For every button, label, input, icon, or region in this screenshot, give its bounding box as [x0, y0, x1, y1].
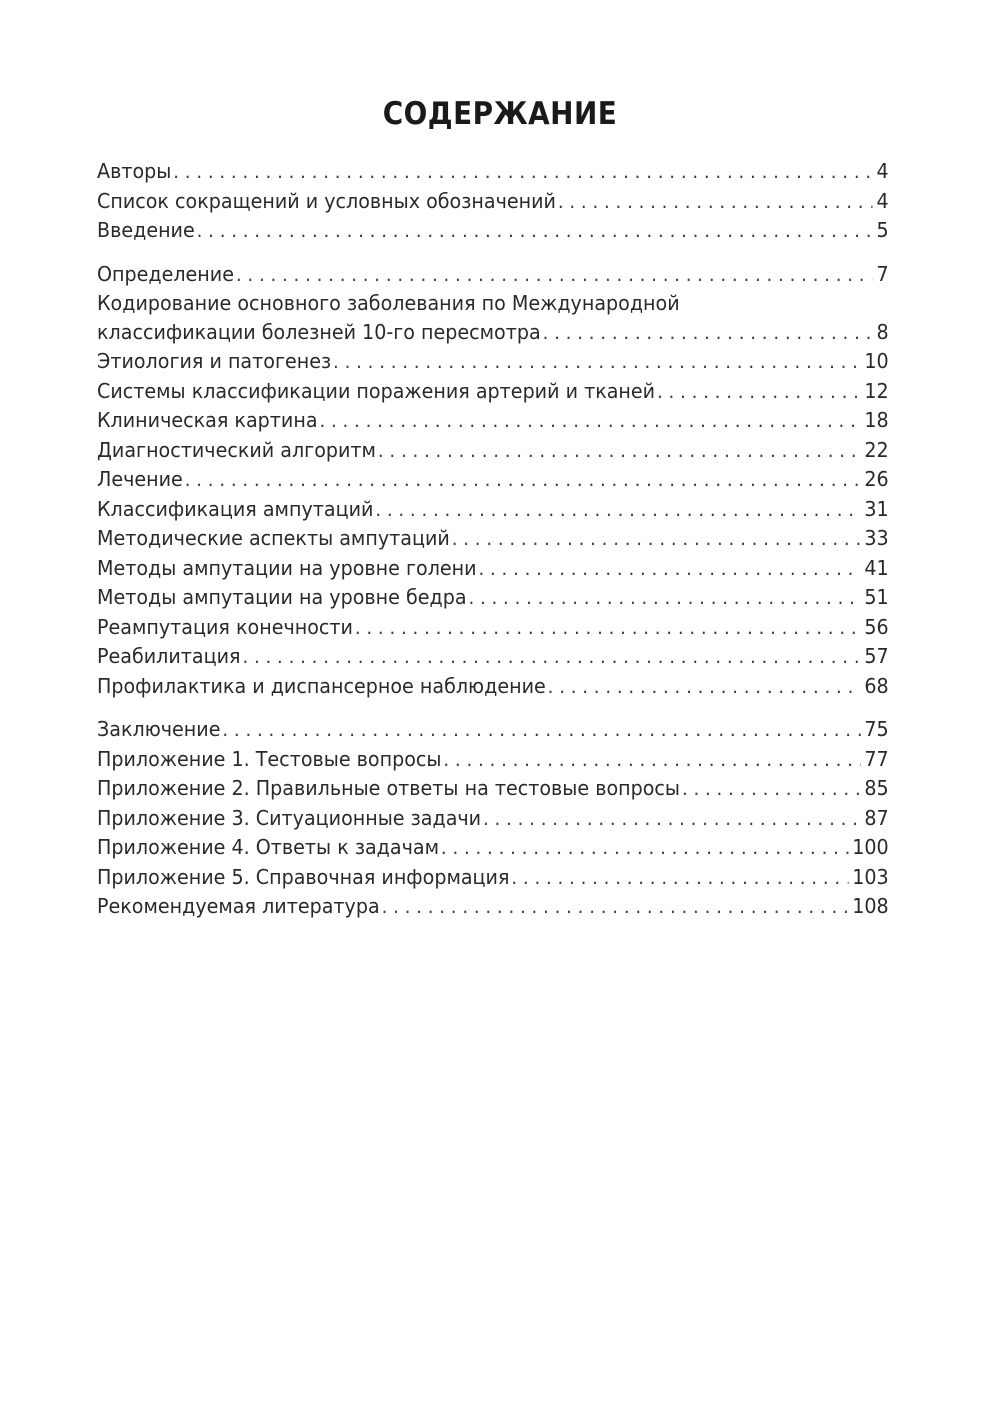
toc-entry[interactable] [97, 774, 889, 804]
toc-entry-page-number: 31 [861, 495, 889, 524]
toc-entry-label: Диагностический алгоритм [97, 436, 378, 465]
dot-leader [548, 673, 861, 702]
toc-entry-label: Заключение [97, 715, 222, 744]
toc-entry[interactable] [97, 892, 889, 922]
toc-entry-row [97, 892, 889, 922]
toc-entry[interactable] [97, 672, 889, 702]
toc-entry[interactable] [97, 863, 889, 893]
toc-entry-page-number: 4 [873, 157, 889, 186]
toc-entry-label: Определение [97, 260, 236, 289]
toc-entry[interactable] [97, 524, 889, 554]
toc-group [97, 715, 889, 922]
toc-group [97, 157, 889, 246]
toc-entry[interactable] [97, 715, 889, 745]
toc-entry-row [97, 216, 889, 246]
toc-entry-page-number: 7 [873, 260, 889, 289]
toc-entry-row [97, 745, 889, 775]
toc-entry-page-number: 22 [861, 436, 889, 465]
toc-entry-page-number: 57 [861, 642, 889, 671]
toc-entry[interactable] [97, 436, 889, 466]
toc-entry-row [97, 642, 889, 672]
dot-leader [543, 319, 873, 348]
dot-leader [375, 496, 860, 525]
toc-entry[interactable] [97, 583, 889, 613]
dot-leader [682, 775, 861, 804]
toc-entry-label: Приложение 3. Ситуационные задачи [97, 804, 483, 833]
toc-entry-page-number: 26 [861, 465, 889, 494]
dot-leader [441, 834, 849, 863]
toc-entry-label: Приложение 1. Тестовые вопросы [97, 745, 443, 774]
toc-entry-row [97, 465, 889, 495]
toc-group [97, 260, 889, 702]
toc-entry-label: Рекомендуемая литература [97, 892, 382, 921]
toc-entry[interactable] [97, 613, 889, 643]
toc-entry-label: Профилактика и диспансерное наблюдение [97, 672, 548, 701]
toc-entry-row [97, 583, 889, 613]
toc-entry-page-number: 77 [861, 745, 889, 774]
dot-leader [185, 466, 861, 495]
toc-entry-page-number: 68 [861, 672, 889, 701]
toc-entry-page-number: 75 [861, 715, 889, 744]
dot-leader [657, 378, 861, 407]
dot-leader [382, 893, 849, 922]
toc-entry[interactable] [97, 406, 889, 436]
toc-entry-row [97, 804, 889, 834]
toc-entry-page-number: 51 [861, 583, 889, 612]
toc-entry-page-number: 87 [861, 804, 889, 833]
toc-entry-row [97, 833, 889, 863]
dot-leader [483, 805, 861, 834]
toc-entry-label-first-line: Кодирование основного заболевания по Международной [97, 291, 680, 315]
dot-leader [452, 525, 861, 554]
toc-entry-row [97, 715, 889, 745]
toc-entry-row [97, 672, 889, 702]
dot-leader [511, 864, 848, 893]
toc-entry-page-number: 41 [861, 554, 889, 583]
toc-entry[interactable] [97, 289, 889, 347]
toc-entry-row [97, 495, 889, 525]
toc-entry-page-number: 5 [873, 216, 889, 245]
toc-entry-row [97, 157, 889, 187]
toc-entry-label: Реабилитация [97, 642, 242, 671]
toc-entry[interactable] [97, 554, 889, 584]
toc-entry-page-number: 108 [848, 892, 888, 921]
toc-entry-row [97, 260, 889, 290]
table-of-contents [97, 157, 889, 922]
toc-entry-row [97, 406, 889, 436]
toc-entry[interactable] [97, 804, 889, 834]
toc-entry-row [97, 613, 889, 643]
toc-entry[interactable] [97, 347, 889, 377]
toc-entry[interactable] [97, 833, 889, 863]
toc-entry-page-number: 4 [873, 187, 889, 216]
toc-entry[interactable] [97, 216, 889, 246]
toc-entry[interactable] [97, 495, 889, 525]
toc-entry-label: Клиническая картина [97, 406, 319, 435]
toc-entry[interactable] [97, 377, 889, 407]
toc-entry[interactable] [97, 465, 889, 495]
toc-entry-label: классификации болезней 10-го пересмотра [97, 318, 543, 347]
toc-entry-label: Приложение 2. Правильные ответы на тестовые вопросы [97, 774, 682, 803]
toc-entry-label: Методические аспекты ампутаций [97, 524, 452, 553]
toc-entry-label: Лечение [97, 465, 185, 494]
dot-leader [222, 716, 860, 745]
dot-leader [197, 217, 873, 246]
dot-leader [236, 261, 873, 290]
toc-entry-page-number: 100 [848, 833, 888, 862]
dot-leader [319, 407, 860, 436]
toc-entry-label: Введение [97, 216, 197, 245]
toc-entry-row [97, 377, 889, 407]
toc-entry-page-number: 10 [861, 347, 889, 376]
toc-entry-page-number: 103 [848, 863, 888, 892]
dot-leader [443, 746, 860, 775]
toc-entry-label: Приложение 5. Справочная информация [97, 863, 511, 892]
toc-entry[interactable] [97, 260, 889, 290]
toc-entry-page-number: 8 [873, 318, 889, 347]
dot-leader [468, 584, 860, 613]
toc-entry[interactable] [97, 187, 889, 217]
toc-entry-label: Методы ампутации на уровне бедра [97, 583, 468, 612]
dot-leader [478, 555, 860, 584]
toc-entry-label: Реампутация конечности [97, 613, 355, 642]
toc-entry-label: Список сокращений и условных обозначений [97, 187, 558, 216]
dot-leader [333, 348, 861, 377]
dot-leader [242, 643, 860, 672]
toc-entry-row [97, 187, 889, 217]
toc-entry-row [97, 863, 889, 893]
dot-leader [355, 614, 861, 643]
dot-leader [558, 188, 873, 217]
page-title: СОДЕРЖАНИЕ [382, 96, 618, 132]
toc-entry-row [97, 774, 889, 804]
toc-entry-label: Приложение 4. Ответы к задачам [97, 833, 441, 862]
toc-entry-label: Авторы [97, 157, 173, 186]
toc-entry-row [97, 318, 889, 348]
toc-entry-row [97, 524, 889, 554]
toc-entry-page-number: 18 [861, 406, 889, 435]
toc-entry[interactable] [97, 157, 889, 187]
toc-entry-label: Системы классификации поражения артерий и тканей [97, 377, 657, 406]
toc-entry-page-number: 56 [861, 613, 889, 642]
toc-entry-page-number: 85 [861, 774, 889, 803]
toc-entry-row [97, 436, 889, 466]
dot-leader [173, 158, 872, 187]
toc-entry-page-number: 33 [861, 524, 889, 553]
toc-entry-row [97, 554, 889, 584]
toc-entry-label: Методы ампутации на уровне голени [97, 554, 478, 583]
toc-entry[interactable] [97, 642, 889, 672]
toc-entry-row [97, 347, 889, 377]
toc-entry-page-number: 12 [861, 377, 889, 406]
toc-entry-label: Этиология и патогенез [97, 347, 333, 376]
dot-leader [378, 437, 861, 466]
toc-entry[interactable] [97, 745, 889, 775]
toc-entry-label: Классификация ампутаций [97, 495, 375, 524]
